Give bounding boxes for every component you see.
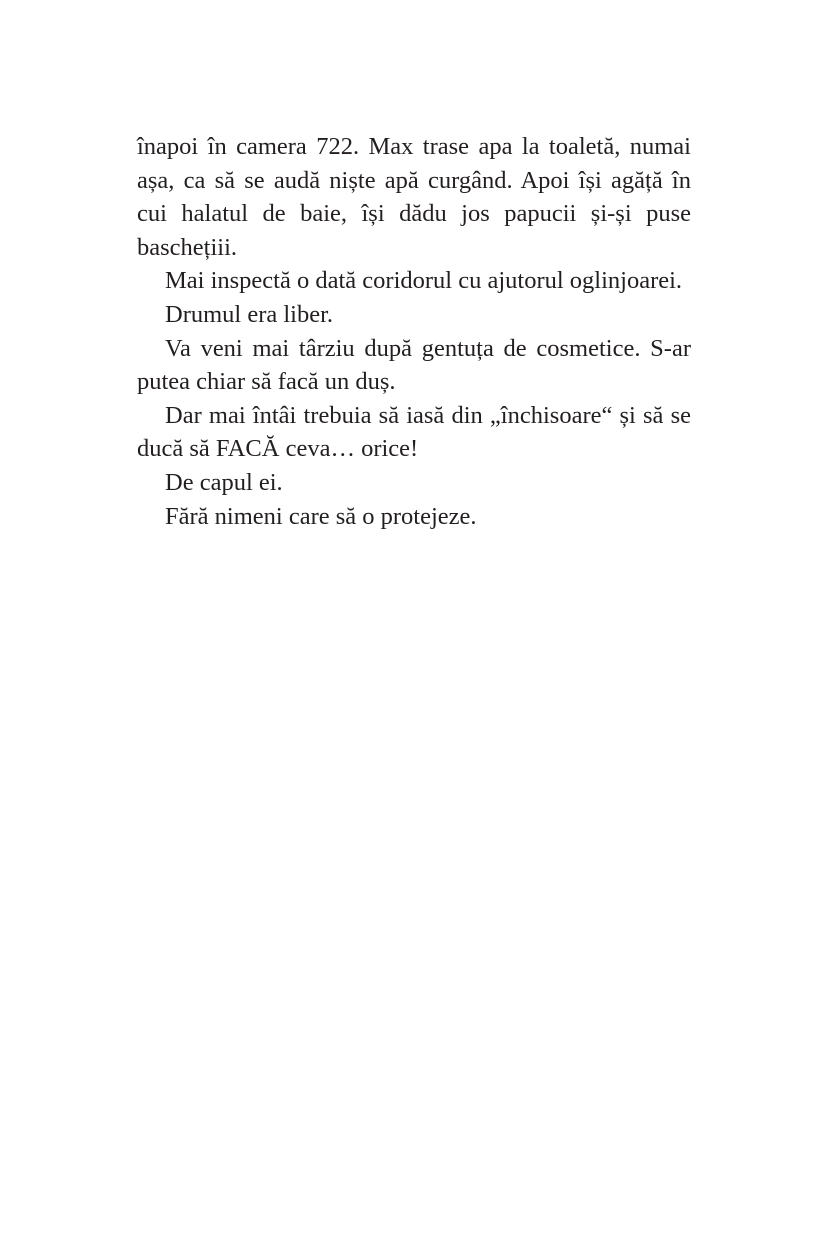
paragraph-5: Dar mai întâi trebuia să iasă din „închisoare“ și să se ducă să FACĂ ceva… orice! [137,401,691,463]
body-text [137,130,691,533]
paragraph-1: înapoi în camera 722. Max trase apa la toaletă, numai așa, ca să se audă niște apă curgând. Apoi își agăță în cui halatul de baie, își dădu jos papucii și-și puse baschețiii. [137,133,691,261]
paragraph-3: Drumul era liber. [165,300,334,328]
paragraph-2: Mai inspectă o dată coridorul cu ajutorul oglinjoarei. [165,267,683,295]
paragraph-6: De capul ei. [165,468,283,496]
paragraph-4: Va veni mai târziu după gentuța de cosmetice. S-ar putea chiar să facă un duș. [137,334,691,396]
paragraph-7: Fără nimeni care să o protejeze. [165,502,477,530]
